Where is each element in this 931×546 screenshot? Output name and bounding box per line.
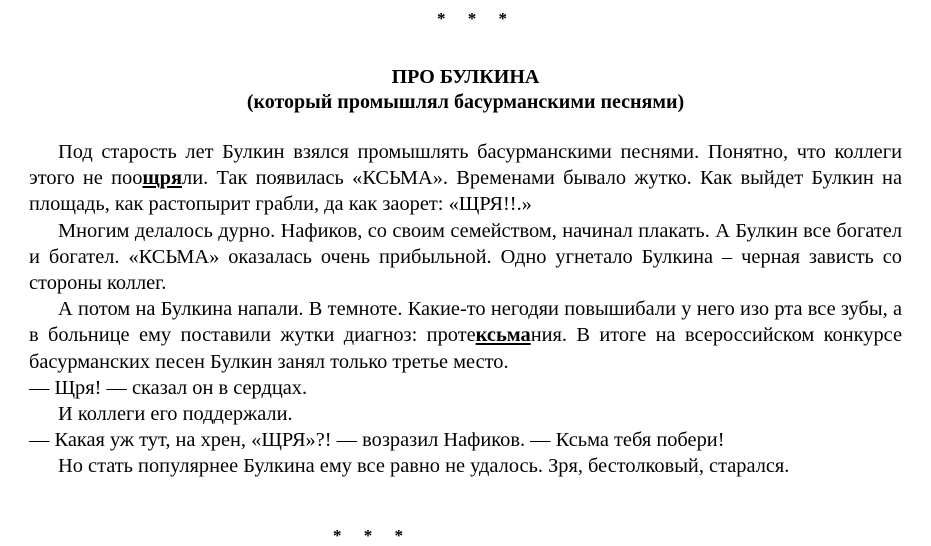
paragraph-1 [29, 139, 902, 218]
separator-top: * * * [437, 9, 516, 28]
paragraph-4: — Щря! — сказал он в сердцах. [29, 376, 308, 399]
separator-bottom: * * * [333, 526, 412, 545]
paragraph-3-text-b: ния. В итоге на всероссийском конкурсе басурманских песен Булкин занял только третье место. [29, 324, 902, 373]
paragraph-5: И коллеги его поддержали. [58, 403, 293, 426]
paragraph-1-text-b: ли. Так появилась «КСЬМА». Временами бывало жутко. Как выйдет Булкин на площадь, как растопырит грабли, да как заорет: «ЩРЯ!!.» [29, 167, 902, 216]
paragraph-7: Но стать популярнее Булкина ему все равно не удалось. Зря, бестолковый, старался. [58, 455, 790, 478]
paragraph-3-text-a: А потом на Булкина напали. В темноте. Какие-то негодяи повышибали у него изо рта все зубы, а в больнице ему поставили жутки диагноз: проте [29, 298, 902, 347]
paragraph-1-text-a: Под старость лет Булкин взялся промышлять басурманскими песнями. Понятно, что коллеги этого не поо [29, 141, 902, 190]
paragraph-3 [29, 296, 902, 375]
story-title: ПРО БУЛКИНА [391, 66, 540, 88]
paragraph-1-highlight: щря [142, 167, 183, 190]
story-body [29, 139, 902, 480]
paragraph-3-highlight: ксьма [475, 324, 531, 347]
paragraph-2: Многим делалось дурно. Нафиков, со своим семейством, начинал плакать. А Булкин все богател и богател. «КСЬМА» оказалась очень прибыльной. Одно угнетало Булкина – черная зависть со стороны коллег. [29, 219, 902, 295]
story-subtitle: (который промышлял басурманскими песнями) [246, 91, 685, 113]
paragraph-6: — Какая уж тут, на хрен, «ЩРЯ»?! — возразил Нафиков. — Ксьма тебя побери! [29, 429, 725, 452]
